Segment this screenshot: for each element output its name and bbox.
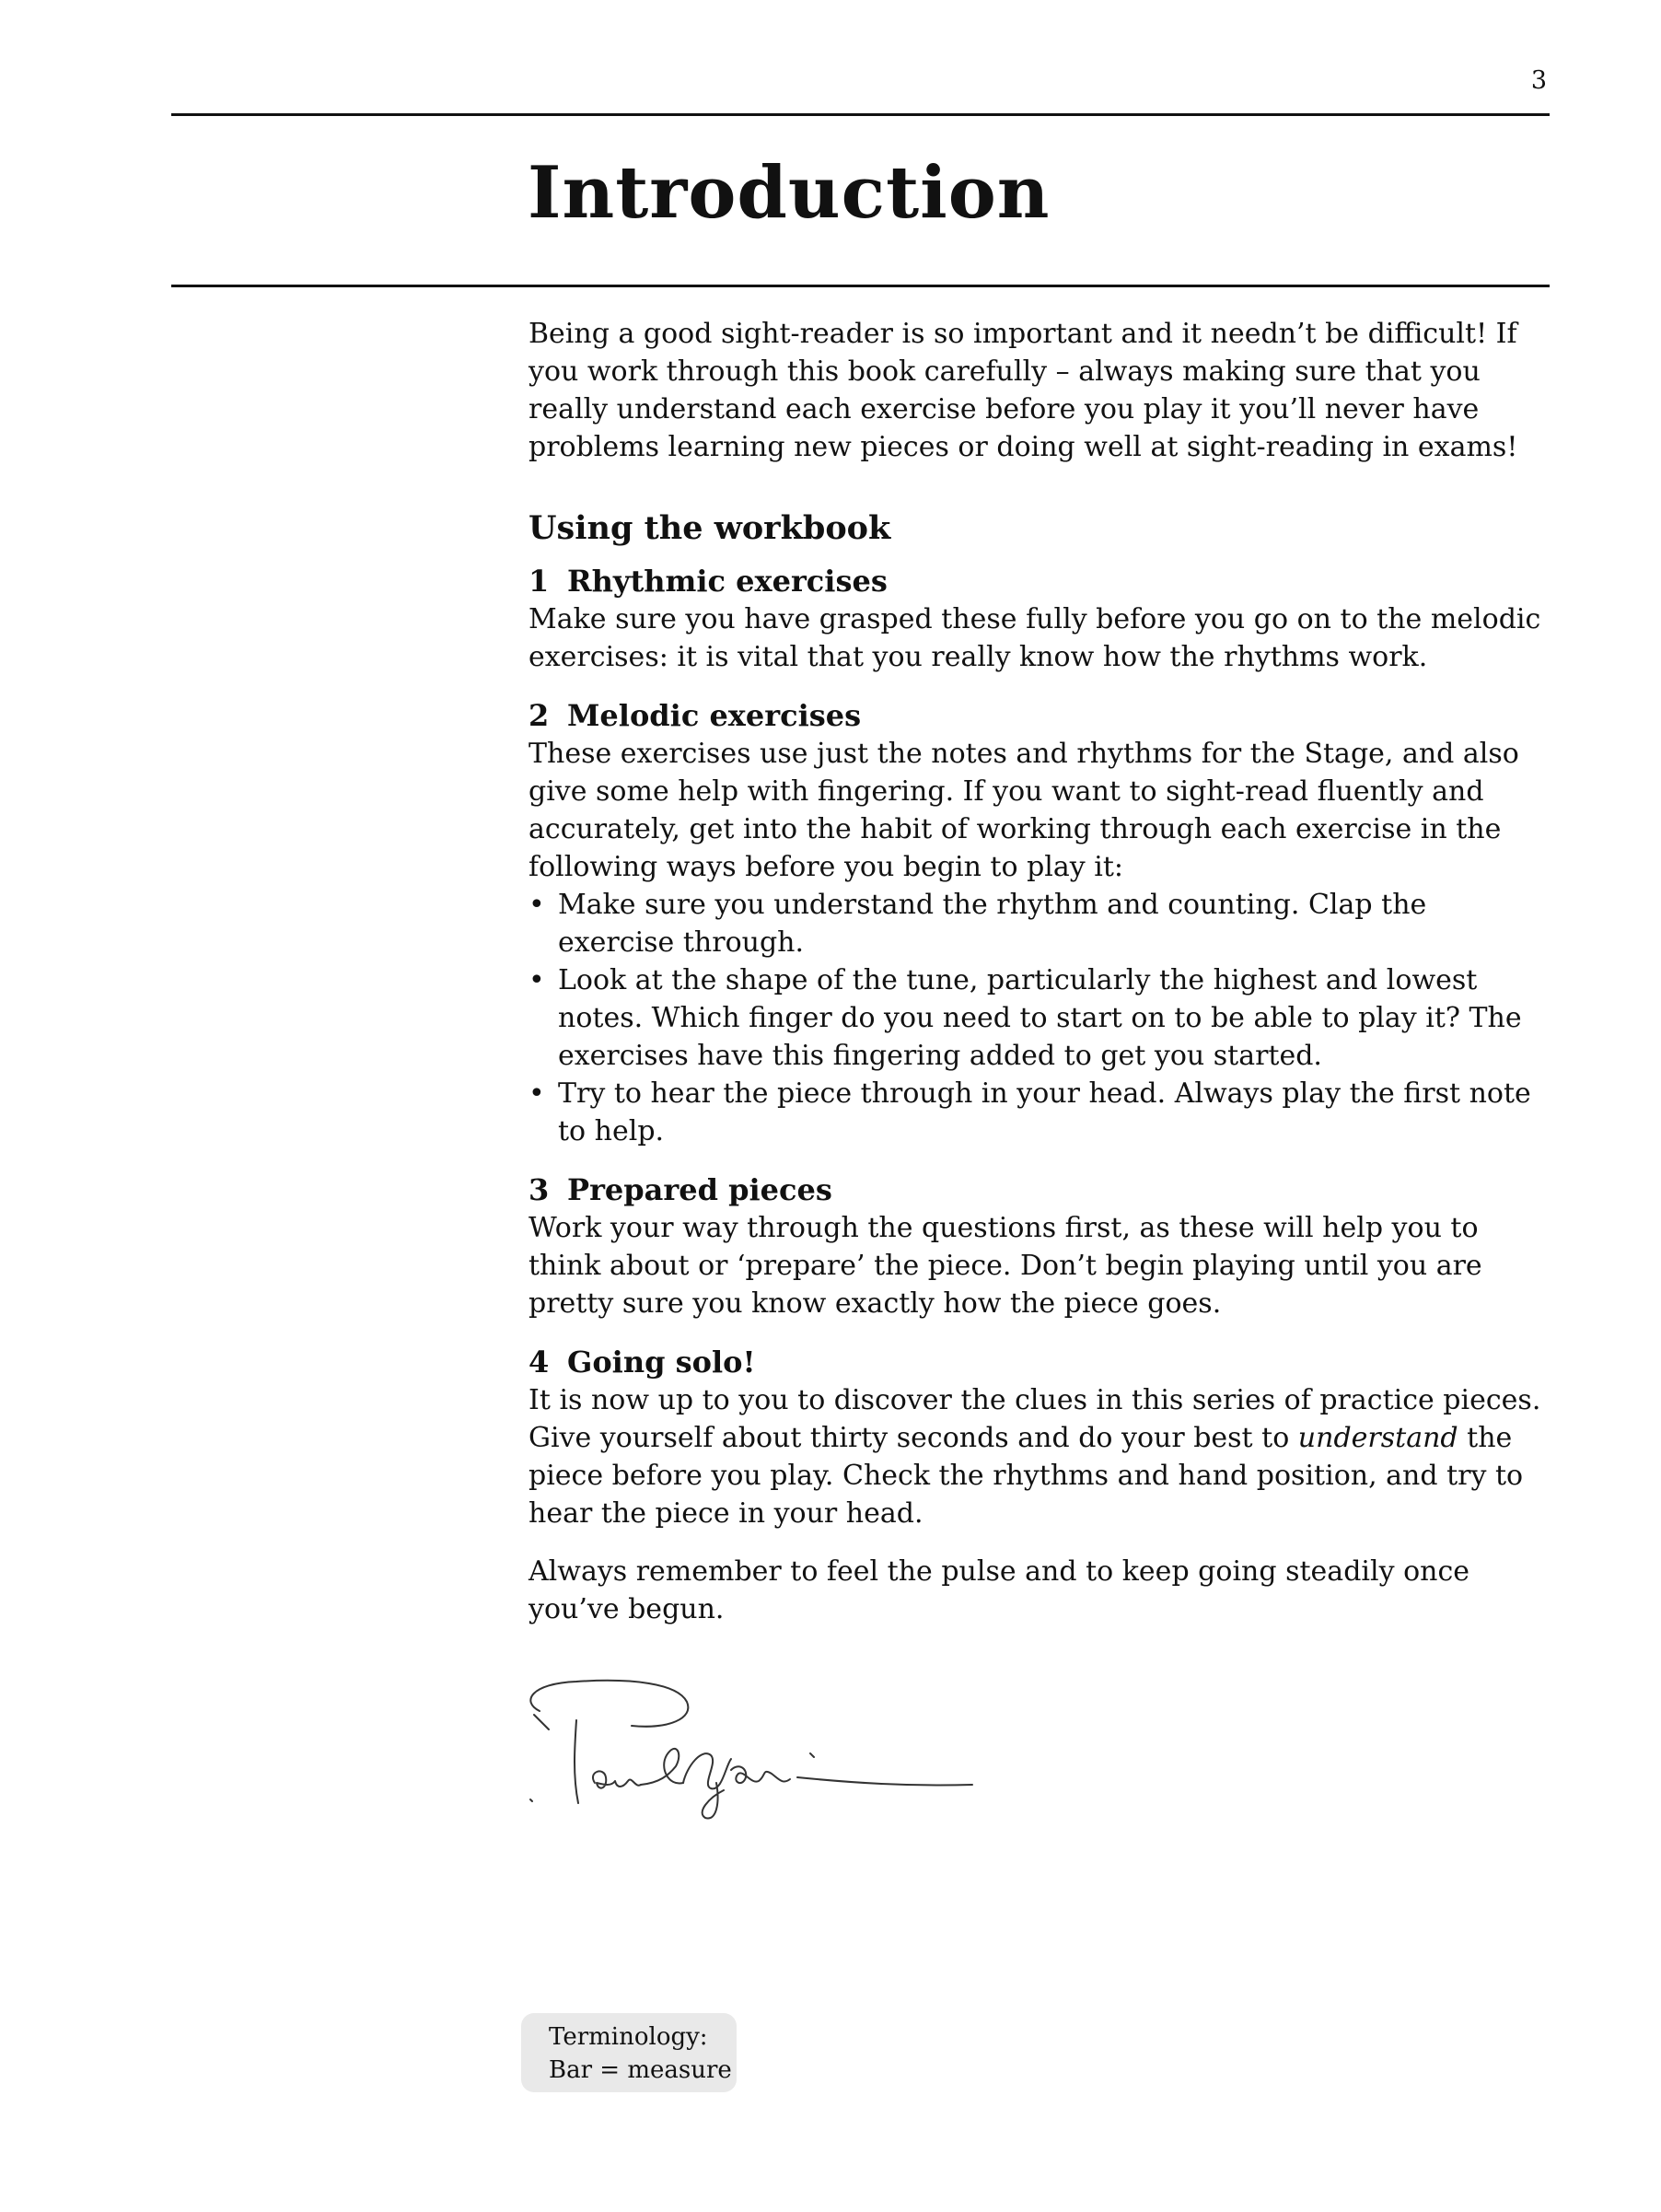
signature-image [521, 1674, 982, 1840]
intro-paragraph: Being a good sight-reader is so important and it needn’t be difficult! If you work through this book carefully – always making sure that you really understand each exercise before you play it you’ll never have problems learning new pieces or doing well at sight-reading in exams! [528, 318, 1518, 463]
closing-paragraph: Always remember to feel the pulse and to keep going steadily once you’ve begun. [528, 1555, 1470, 1625]
list-item-text: Make sure you understand the rhythm and counting. Clap the exercise through. [558, 889, 1427, 959]
section-body: Work your way through the questions first, as these will help you to think about or ‘prepare’ the piece. Don’t begin playing until you are pretty sure you know exactly how the piece goes. [528, 1212, 1482, 1320]
workbook-heading: Using the workbook [528, 509, 891, 547]
bullet-icon: • [528, 889, 545, 921]
section-prepared [528, 1170, 1551, 1322]
section-body: These exercises use just the notes and rhythms for the Stage, and also give some help with fingering. If you want to sight-read fluently and accurately, get into the habit of working through each exercise in the following ways before you begin to play it: [528, 738, 1519, 883]
page-title: Introduction [528, 151, 1051, 235]
terminology-label: Terminology: [549, 2023, 708, 2051]
section-heading [528, 696, 1551, 735]
section-body [528, 1381, 1551, 1532]
body-text: the piece before you play. Check the rhythms and hand position, and try to hear the piece in your head. [528, 1422, 1524, 1530]
bullet-icon: • [528, 964, 545, 996]
main-content [528, 315, 1551, 1628]
page-number: 3 [1530, 66, 1547, 95]
terminology-box [521, 2013, 737, 2092]
section-heading [528, 1343, 1551, 1381]
melodic-bullet-list [528, 886, 1551, 1150]
section-title: Rhythmic exercises [567, 564, 888, 599]
list-item [528, 886, 1551, 961]
section-number: 4 [528, 1345, 550, 1380]
section-body: Make sure you have grasped these fully before you go on to the melodic exercises: it is vital that you really know how the rhythms work. [528, 603, 1541, 673]
section-rhythmic [528, 562, 1551, 676]
section-number: 1 [528, 564, 550, 599]
section-heading [528, 1170, 1551, 1209]
section-heading [528, 562, 1551, 600]
emphasis-text: understand [1297, 1422, 1458, 1454]
list-item [528, 1075, 1551, 1150]
list-item-text: Look at the shape of the tune, particularly the highest and lowest notes. Which finger do you need to start on to be able to play it? The exercises have this fingering added to get you started. [558, 964, 1522, 1072]
list-item-text: Try to hear the piece through in your head. Always play the first note to help. [558, 1077, 1531, 1147]
section-melodic [528, 696, 1551, 1150]
section-title: Going solo! [567, 1345, 756, 1380]
bullet-icon: • [528, 1077, 545, 1110]
terminology-definition: Bar = measure [549, 2056, 732, 2084]
section-number: 3 [528, 1172, 550, 1207]
bottom-rule [171, 285, 1550, 287]
body-text: It is now up to you to discover the clues in this series of practice pieces. Give yourself about thirty seconds and do your best to [528, 1384, 1541, 1454]
section-number: 2 [528, 698, 550, 733]
section-going-solo [528, 1343, 1551, 1532]
list-item [528, 961, 1551, 1075]
top-rule [171, 113, 1550, 116]
section-title: Prepared pieces [567, 1172, 832, 1207]
section-title: Melodic exercises [567, 698, 862, 733]
